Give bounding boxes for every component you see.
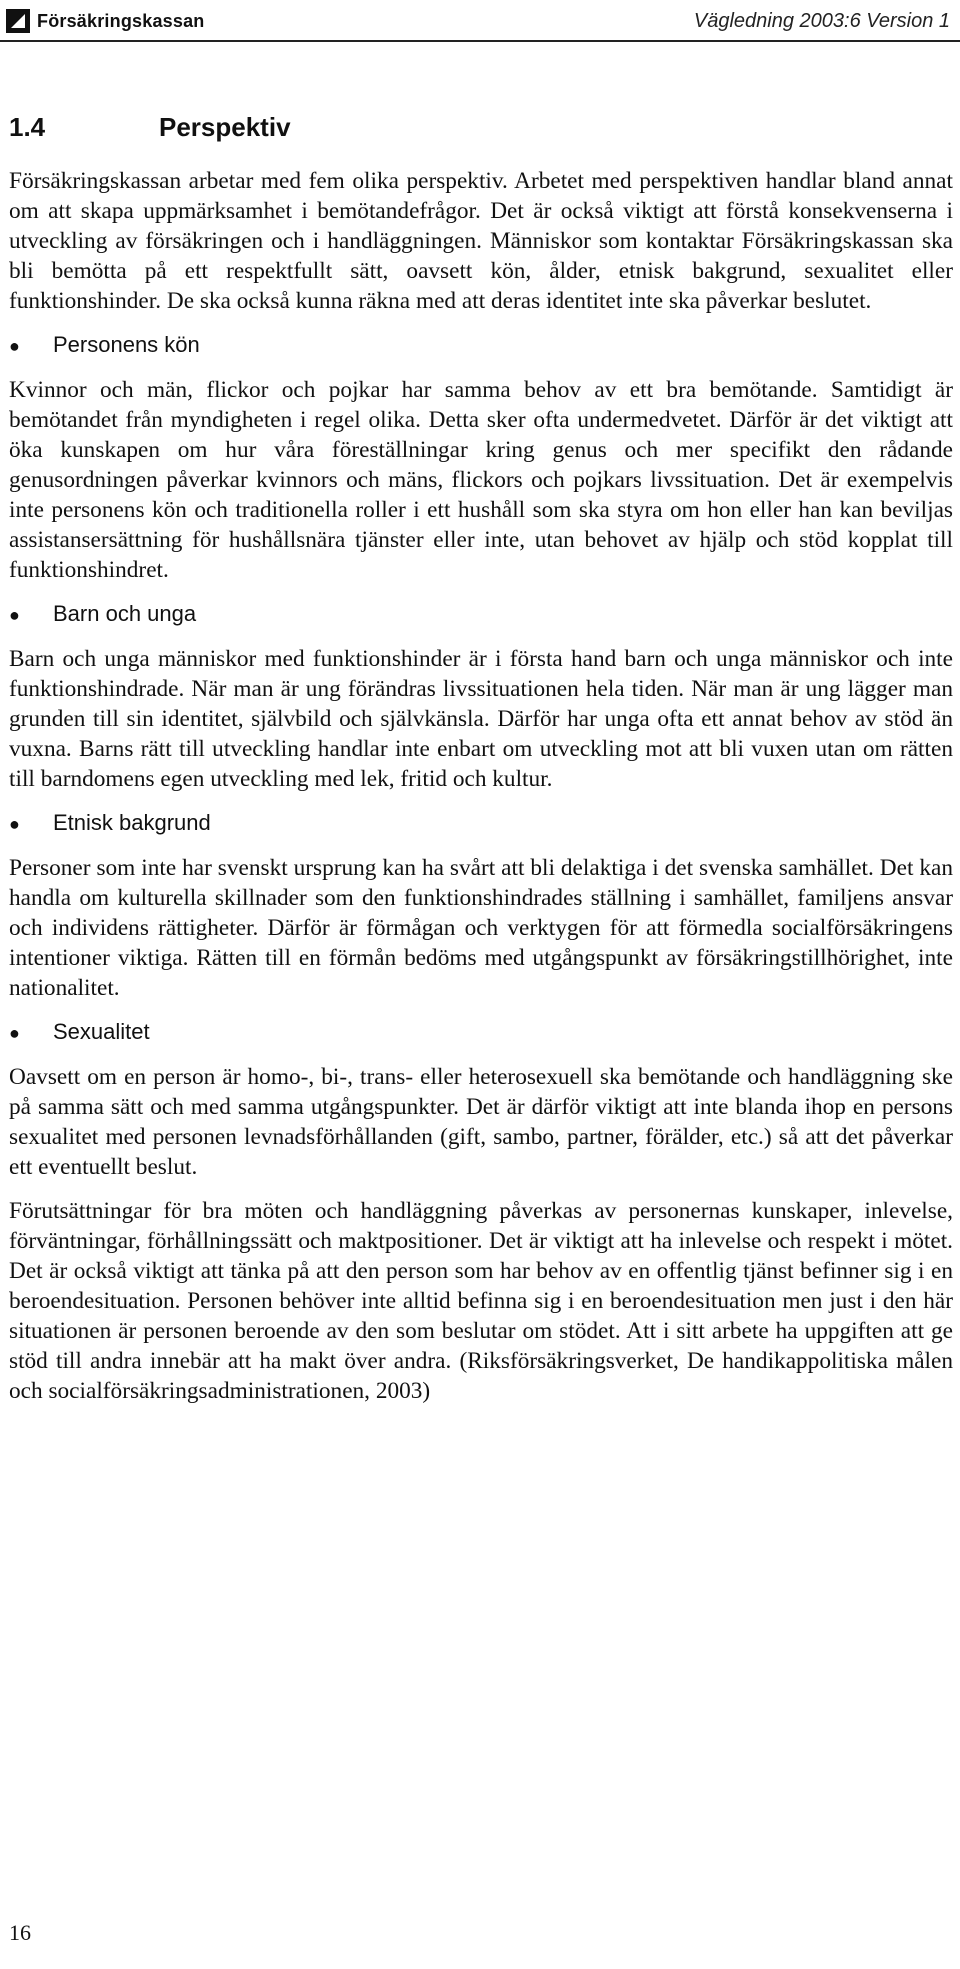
paragraph-sexuality: Oavsett om en person är homo-, bi-, trans- eller heterosexuell ska bemötande och handläggning ske på samma sätt och med samma utgångspunkter. Det är därför viktigt att inte blanda ihop en persons sexualitet med personen levnadsförhållanden (gift, sambo, partner, förälder, etc.) så att det påverkar ett eventuellt beslut. [9,1064,953,1180]
bullet-label: Etnisk bakgrund [53,810,211,835]
paragraph-gender: Kvinnor och män, flickor och pojkar har samma behov av ett bra bemötande. Samtidigt är bemötandet från myndigheten i regel olika. Detta sker ofta undermedvetet. Därför är det viktigt att öka kunskapen om hur våra föreställningar kring genus och mer specifikt den rådande genusordningen påverkar kvinnors och mäns, flickors och pojkars livssituation. Det är exempelvis inte personens kön och traditionella roller i ett hushåll som ska styra om hon eller han kan beviljas assistansersättning för hushållsnära tjänster eller inte, utan behovet av hjälp och stöd kopplat till funktionshindret. [9,377,953,583]
bullet-label: Personens kön [53,332,200,357]
closing-paragraph: Förutsättningar för bra möten och handläggning påverkas av personernas kunskaper, inlevelse, förväntningar, förhållningssätt och maktpositioner. Det är viktigt att ha inlevelse och respekt i mötet. Det är också viktigt att tänka på att den person som har behov av en offentlig tjänst befinner sig i en beroendesituation. Personen behöver inte alltid befinna sig i en beroendesituation men just i den här situationen är personen beroende av den som beslutar om stödet. Att i sitt arbete ha uppgiften att ge stöd till andra innebär att ha makt över andra. (Riksförsäkringsverket, De handikappolitiska målen och socialförsäkringsadministrationen, 2003) [9,1198,953,1404]
section-heading [9,112,953,142]
bullet-label: Sexualitet [53,1019,150,1044]
section-number: 1.4 [9,112,46,142]
page-header [0,0,960,44]
bullet-heading-gender [9,330,953,361]
logo-icon [6,9,30,33]
bullet-label: Barn och unga [53,601,197,626]
paragraph-ethnic: Personer som inte har svenskt ursprung kan ha svårt att bli delaktiga i det svenska samhället. Det kan handla om kulturella skillnader som den funktionshindrades ställning i samhället, familjens ansvar och individens rättigheter. Därför är förmågan och verktygen för att förmedla socialförsäkringens intentioner viktiga. Rätten till en förmån bedöms med utgångspunkt av försäkringstillhörighet, inte nationalitet. [9,855,953,1001]
page-content [9,112,953,1420]
page-number: 16 [9,1920,31,1945]
bullet-heading-children [9,599,953,630]
logo-text: Försäkringskassan [37,10,205,31]
logo [6,9,204,33]
bullet-icon: ● [9,814,20,834]
section-title: Perspektiv [159,112,291,142]
header-divider [0,40,960,42]
bullet-icon: ● [9,336,20,356]
paragraph-children: Barn och unga människor med funktionshinder är i första hand barn och unga människor och inte funktionshindrade. När man är ung förändras livssituationen hela tiden. När man är ung lägger man grunden till sin identitet, självbild och självkänsla. Därför har unga ofta ett annat behov av stöd än vuxna. Barns rätt till utveckling handlar inte enbart om utveckling mot att bli vuxen utan om rätten till barndomens egen utveckling med lek, fritid och kultur. [9,646,953,792]
bullet-icon: ● [9,605,20,625]
bullet-heading-ethnic [9,808,953,839]
bullet-icon: ● [9,1023,20,1043]
bullet-heading-sexuality [9,1017,953,1048]
intro-paragraph: Försäkringskassan arbetar med fem olika perspektiv. Arbetet med perspektiven handlar bland annat om att skapa uppmärksamhet i bemötandefrågor. Det är också viktigt att förstå konsekvenserna i utveckling av försäkringen och i handläggningen. Människor som kontaktar Försäkringskassan ska bli bemötta på ett respektfullt sätt, oavsett kön, ålder, etnisk bakgrund, sexualitet eller funktionshinder. De ska också kunna räkna med att deras identitet inte ska påverkar beslutet. [9,168,953,314]
document-label: Vägledning 2003:6 Version 1 [693,10,950,32]
